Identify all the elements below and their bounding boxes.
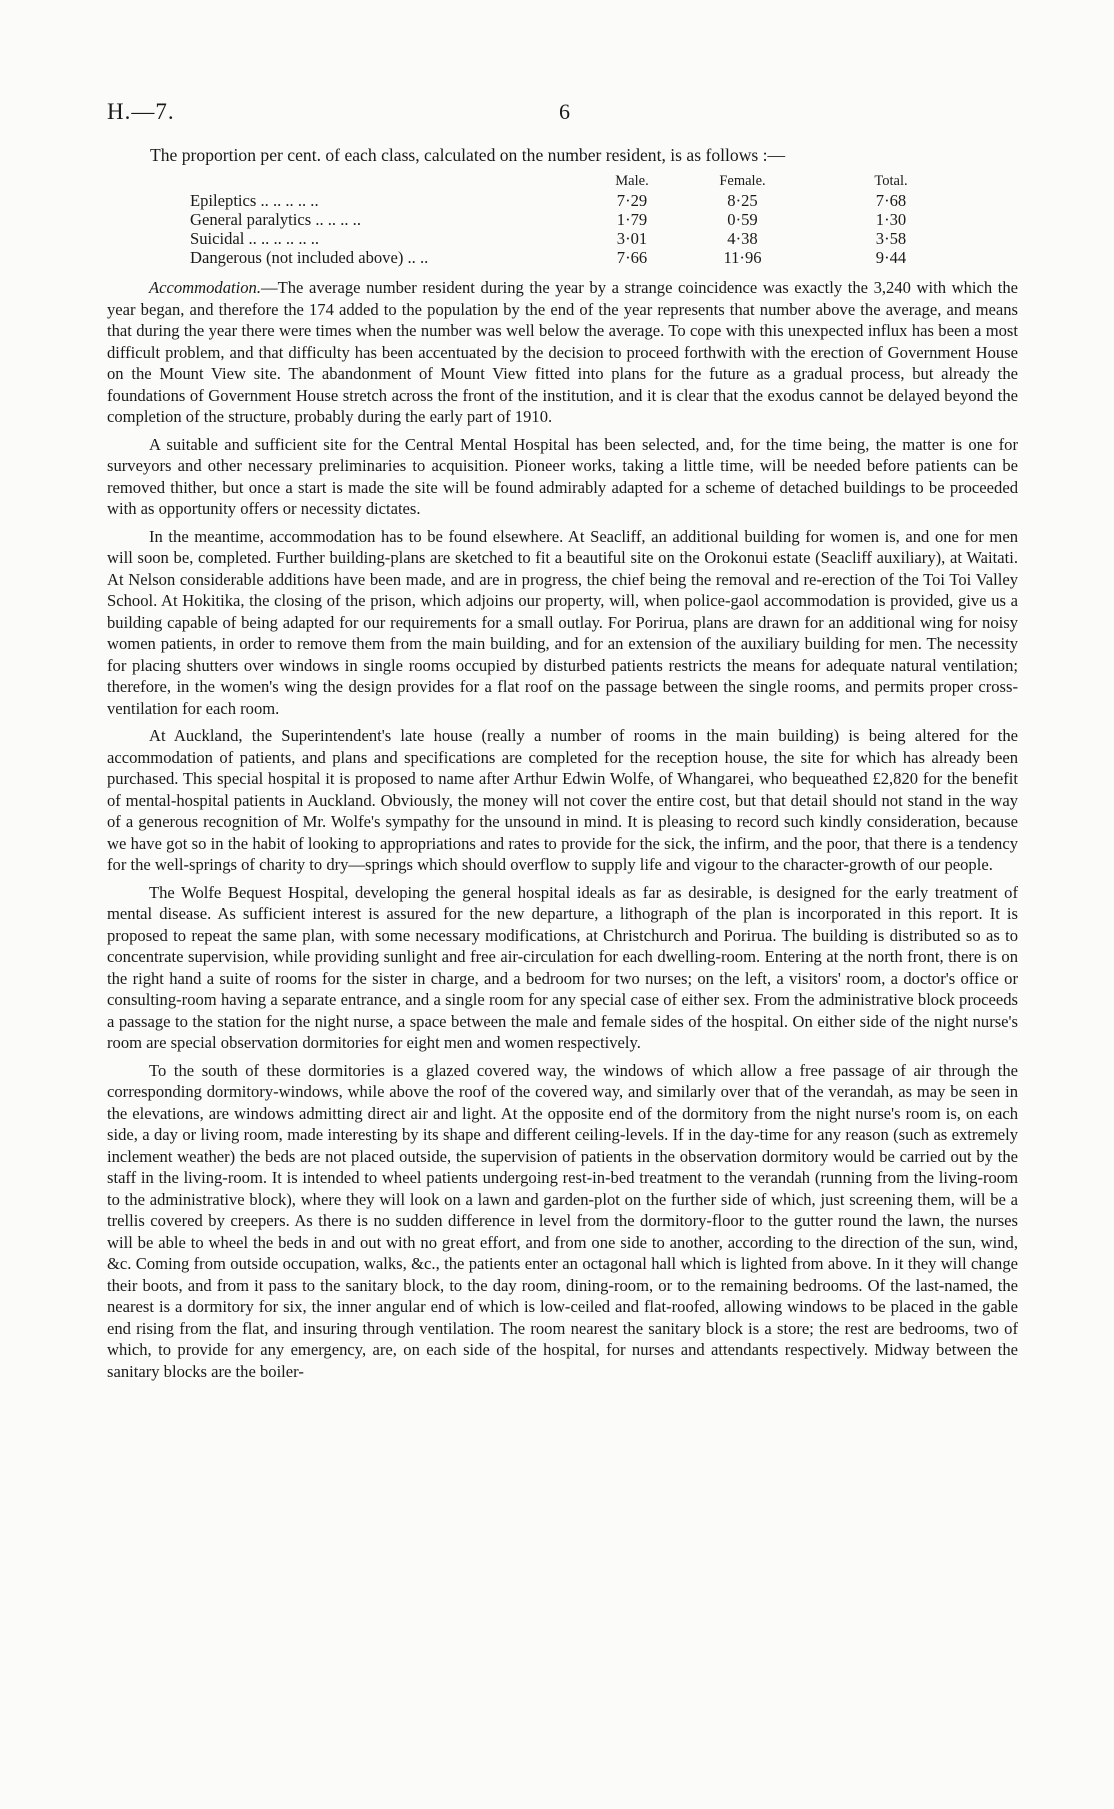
male-value: 1·79 <box>616 210 648 229</box>
dot-leader: .. .. .. .. .. <box>260 191 319 210</box>
paragraph-wolfe-bequest <box>107 882 1018 1054</box>
paragraph-auckland <box>107 725 1018 876</box>
row-label <box>190 210 599 229</box>
paragraph-dormitories <box>107 1060 1018 1383</box>
paragraph-text: —The average number resident during the year by a strange coincidence was exactly the 3,240 with which the year began, and therefore the 174 added to the population by the end of the year represents that number above the average, and means that during the year there were times when the number was well below the average. To cope with this unexpected influx has been a most difficult problem, and that difficulty has been accentuated by the decision to proceed forthwith with the erection of Government House on the Mount View site. The abandonment of Mount View fitted into plans for the future as a gradual process, but already the foundations of Government House stretch across the front of the institution, and it is clear that the exodus cannot be delayed beyond the completion of the structure, probably during the early part of 1910. <box>107 278 1018 426</box>
female-value: 4·38 <box>727 229 758 248</box>
male-value: 7·66 <box>616 248 648 267</box>
total-value: 7·68 <box>875 191 907 210</box>
row-label-text: Dangerous (not included above) <box>190 248 404 267</box>
paragraph-accommodation <box>107 277 1018 428</box>
row-label-text: Suicidal .. <box>190 229 257 248</box>
row-label <box>190 229 599 248</box>
row-label <box>190 191 599 210</box>
body-text <box>107 277 1018 1388</box>
total-value: 1·30 <box>875 210 907 229</box>
table-row <box>190 248 962 267</box>
row-label-header <box>190 172 599 191</box>
row-label-text: General paralytics <box>190 210 312 229</box>
column-header-female: Female. <box>719 173 766 189</box>
page-header <box>107 99 1054 129</box>
paragraph-text: A suitable and sufficient site for the Central Mental Hospital has been selected, and, for the time being, the matter is one for surveyors and other necessary preliminaries to acquisition. Pioneer works, taking a little time, will be needed before patients can be removed thither, but once a start is made the site will be found admirably adapted for a scheme of detached buildings to be proceeded with as opportunity offers or necessity dictates. <box>107 434 1018 518</box>
paragraph-lead: Accommodation. <box>149 278 261 297</box>
column-header-total: Total. <box>874 173 908 189</box>
page-number: 6 <box>559 99 570 124</box>
paragraph-text: At Auckland, the Superintendent's late house (really a number of rooms in the main building) is being altered for the accommodation of patients, and plans and specifications are completed for the reception house, the site for which has already been purchased. This special hospital it is proposed to name after Arthur Edwin Wolfe, of Whangarei, who bequeathed £2,820 for the benefit of mental-hospital patients in Auckland. Obviously, the money will not cover the entire cost, but that detail should not stand in the way of a generous recognition of Mr. Wolfe's sympathy for the unsound in mind. It is pleasing to record such kindly consideration, because we have got so in the habit of looking to appropriations and rates to provide for the sick, the infirm, and the poor, that there is a tendency for the well-springs of charity to dry—springs which should overflow to supply life and vigour to the character-growth of our people. <box>107 726 1018 874</box>
table-intro: The proportion per cent. of each class, calculated on the number resident, is as follows :— <box>150 145 786 165</box>
male-value: 3·01 <box>616 229 648 248</box>
table-row <box>190 210 962 229</box>
total-value: 9·44 <box>875 248 907 267</box>
male-value: 7·29 <box>616 191 648 210</box>
dot-leader: .. .. .. .. <box>315 210 361 229</box>
row-label <box>190 248 599 267</box>
total-value: 3·58 <box>875 229 907 248</box>
paragraph-meantime <box>107 526 1018 720</box>
female-value: 0·59 <box>727 210 758 229</box>
female-value: 11·96 <box>723 248 762 267</box>
paragraph-text: To the south of these dormitories is a glazed covered way, the windows of which allow a free passage of air through the corresponding dormitory-windows, while above the roof of the covered way, and similarly over that of the verandah, as may be seen in the elevations, are windows admitting direct air and light. At the opposite end of the dormitory from the night nurse's room is, on each side, a day or living room, made interesting by its shape and different ceiling-levels. If in the day-time for any reason (such as extremely inclement weather) the beds are not placed outside, the supervision of patients in the observation dormitory would be carried out by the staff in the living-room. It is intended to wheel patients undergoing rest-in-bed treatment to the verandah (running from the living-room to the administrative block), where they will look on a lawn and garden-plot on the further side of which, just screening them, will be a trellis covered by creepers. As there is no sudden difference in level from the dormitory-floor to the gutter round the lawn, the nurses will be able to wheel the beds in and out with no great effort, and from one side to another, according to the direction of the sun, wind, &c. Coming from outside occupation, walks, &c., the patients enter an octagonal hall which is lighted from above. In it they will change their boots, and from it pass to the sanitary block, to the day room, dining-room, or to the remaining bedrooms. Of the last-named, the nearest is a dormitory for six, the inner angular end of which is low-ceiled and flat-roofed, allowing windows to be placed in the gable end rising from the flat, and insuring through ventilation. The room nearest the sanitary block is a store; the rest are bedrooms, two of which, to provide for any emergency, are, on each side of the hospital, for nurses and attendants respectively. Midway between the sanitary blocks are the boiler- <box>107 1060 1018 1381</box>
paragraph-text: In the meantime, accommodation has to be found elsewhere. At Seacliff, an additional building for women is, and one for men will soon be, completed. Further building-plans are sketched to fit a beautiful site on the Orokonui estate (Seacliff auxiliary), at Waitati. At Nelson considerable additions have been made, and are in progress, the chief being the removal and re-erection of the Toi Toi Valley School. At Hokitika, the closing of the prison, which adjoins our property, will, when police-gaol accommodation is provided, give us a building capable of being adapted for our requirements for a small outlay. For Porirua, plans are drawn for an additional wing for noisy women patients, in order to remove them from the main building, and for an extension of the auxiliary building for men. The necessity for placing shutters over windows in single rooms occupied by disturbed patients restricts the means for adequate natural ventilation; therefore, in the women's wing the design provides for a flat roof on the passage between the single rooms, and permits proper cross-ventilation for each room. <box>107 526 1018 718</box>
dot-leader: .. .. <box>407 248 429 267</box>
column-header-male: Male. <box>615 173 649 189</box>
document-reference: H.—7. <box>107 99 175 124</box>
dot-leader: .. .. .. .. .. <box>261 229 320 248</box>
paragraph-central-site <box>107 434 1018 520</box>
paragraph-text: The Wolfe Bequest Hospital, developing the general hospital ideals as far as desirable, is designed for the early treatment of mental disease. As sufficient interest is assured for the new departure, a lithograph of the plan is incorporated in this report. It is proposed to repeat the same plan, with some necessary modifications, at Christchurch and Porirua. The building is distributed so as to concentrate supervision, while providing sunlight and free air-circulation for each dwelling-room. Entering at the north front, there is on the right hand a suite of rooms for the sister in charge, and a bedroom for two nurses; on the left, a visitors' room, a doctor's office or consulting-room having a separate entrance, and a single room for any special case of either sex. From the administrative block proceeds a passage to the station for the night nurse, a space between the male and female sides of the hospital. On either side of the night nurse's room are special observation dormitories for eight men and women respectively. <box>107 882 1018 1052</box>
table-header-row <box>190 172 962 191</box>
row-label-text: Epileptics <box>190 191 257 210</box>
table-row <box>190 229 962 248</box>
proportion-table <box>190 172 962 267</box>
female-value: 8·25 <box>727 191 758 210</box>
table-row <box>190 191 962 210</box>
